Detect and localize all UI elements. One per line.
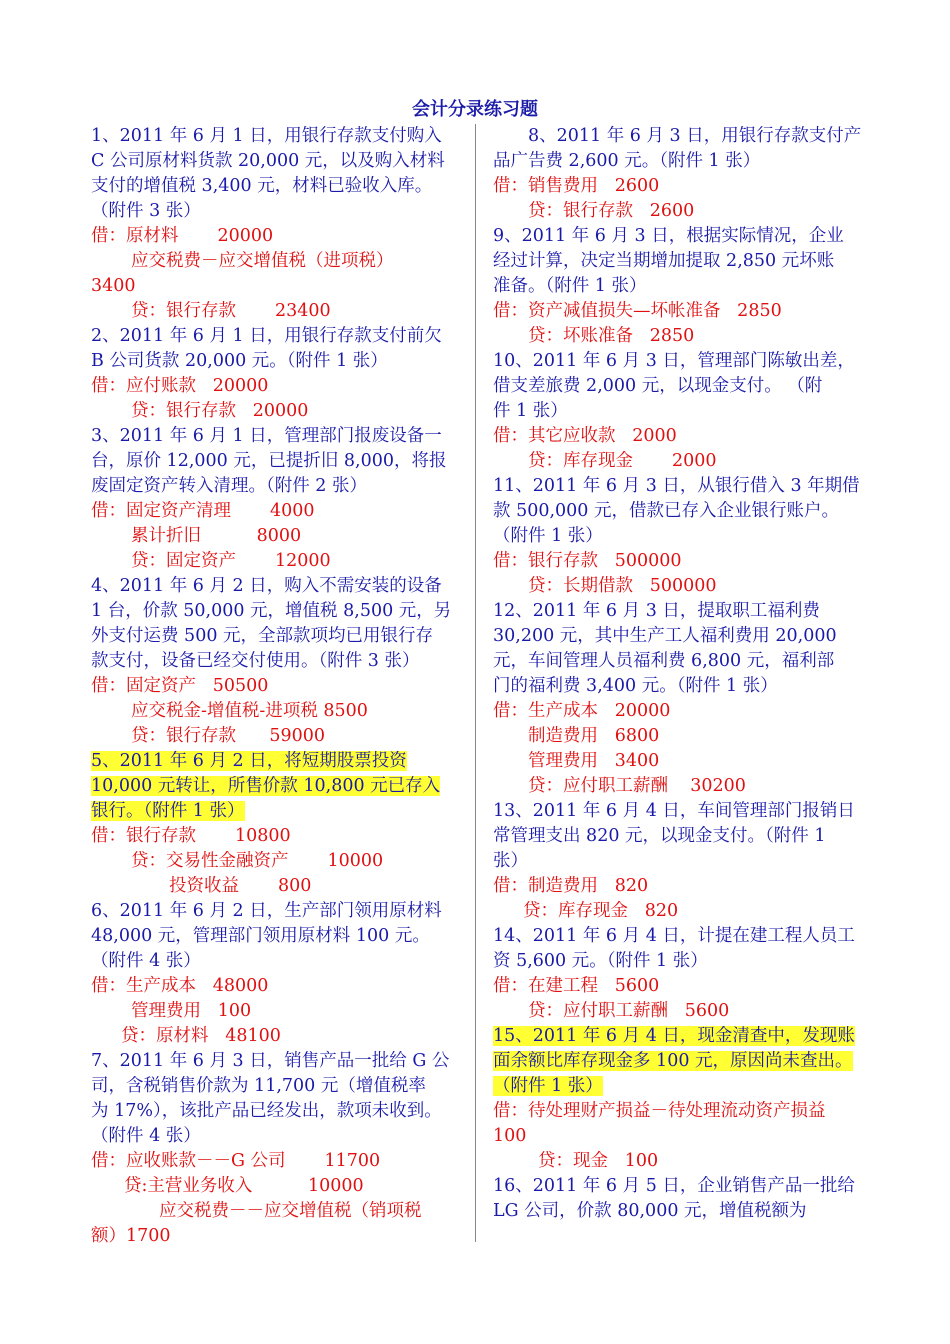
question-line bbox=[91, 449, 463, 474]
line-text: 48,000 元，管理部门领用原材料 100 元。 bbox=[91, 926, 430, 946]
line-text: 面余额比库存现金多 100 元，原因尚未查出。 bbox=[493, 1051, 853, 1071]
question-line bbox=[91, 749, 463, 774]
question-line bbox=[493, 224, 865, 249]
line-text: 贷：应付职工薪酬 30200 bbox=[528, 776, 746, 796]
line-text: 8、2011 年 6 月 3 日，用银行存款支付产 bbox=[528, 126, 862, 146]
line-text: 30,200 元，其中生产工人福利费用 20,000 bbox=[493, 626, 837, 646]
line-text: （附件 1 张） bbox=[493, 1076, 603, 1096]
question-line bbox=[493, 374, 865, 399]
entry-line bbox=[493, 749, 865, 774]
line-text: 借：银行存款 10800 bbox=[91, 826, 291, 846]
question-line bbox=[91, 1124, 463, 1149]
line-text: 借：原材料 20000 bbox=[91, 226, 274, 246]
question-line bbox=[91, 799, 463, 824]
entry-line bbox=[493, 449, 865, 474]
line-text: 应交税金-增值税-进项税 8500 bbox=[131, 701, 368, 721]
question-line bbox=[91, 424, 463, 449]
entry-line bbox=[91, 274, 463, 299]
entry-line bbox=[493, 1099, 865, 1124]
question-line bbox=[91, 199, 463, 224]
line-text: 贷：银行存款 20000 bbox=[131, 401, 309, 421]
entry-line bbox=[493, 1124, 865, 1149]
question-line bbox=[493, 849, 865, 874]
question-line bbox=[493, 399, 865, 424]
entry-line bbox=[91, 1174, 463, 1199]
question-line bbox=[91, 324, 463, 349]
line-text: 门的福利费 3,400 元。（附件 1 张） bbox=[493, 676, 778, 696]
line-text: 款 500,000 元，借款已存入企业银行账户。 bbox=[493, 501, 839, 521]
question-line bbox=[91, 124, 463, 149]
entry-line bbox=[91, 299, 463, 324]
line-text: 3、2011 年 6 月 1 日，管理部门报废设备一 bbox=[91, 426, 442, 446]
entry-line bbox=[493, 999, 865, 1024]
line-text: 张） bbox=[493, 851, 528, 871]
line-text: （附件 3 张） bbox=[91, 201, 201, 221]
question-line bbox=[493, 349, 865, 374]
line-text: 常管理支出 820 元，以现金支付。（附件 1 bbox=[493, 826, 826, 846]
entry-line bbox=[493, 199, 865, 224]
line-text: 贷：原材料 48100 bbox=[121, 1026, 281, 1046]
line-text: （附件 4 张） bbox=[91, 1126, 201, 1146]
line-text: 管理费用 100 bbox=[131, 1001, 252, 1021]
line-text: 9、2011 年 6 月 3 日，根据实际情况，企业 bbox=[493, 226, 844, 246]
question-line bbox=[493, 949, 865, 974]
question-line bbox=[91, 1099, 463, 1124]
entry-line bbox=[493, 699, 865, 724]
line-text: 司，含税销售价款为 11,700 元（增值税率 bbox=[91, 1076, 426, 1096]
line-text: 贷：固定资产 12000 bbox=[131, 551, 331, 571]
entry-line bbox=[91, 874, 463, 899]
question-line bbox=[91, 924, 463, 949]
entry-line bbox=[91, 824, 463, 849]
line-text: 5、2011 年 6 月 2 日，将短期股票投资 bbox=[91, 751, 407, 771]
line-text: 15、2011 年 6 月 4 日，现金清查中，发现账 bbox=[493, 1026, 855, 1046]
question-line bbox=[493, 924, 865, 949]
line-text: 10,000 元转让，所售价款 10,800 元已存入 bbox=[91, 776, 441, 796]
entry-line bbox=[91, 249, 463, 274]
line-text: 准备。（附件 1 张） bbox=[493, 276, 647, 296]
line-text: 3400 bbox=[91, 276, 136, 296]
line-text: 借：在建工程 5600 bbox=[493, 976, 660, 996]
line-text: 14、2011 年 6 月 4 日，计提在建工程人员工 bbox=[493, 926, 855, 946]
entry-line bbox=[493, 899, 865, 924]
line-text: 外支付运费 500 元，全部款项均已用银行存 bbox=[91, 626, 434, 646]
line-text: 贷：现金 100 bbox=[538, 1151, 659, 1171]
entry-line bbox=[493, 174, 865, 199]
line-text: 贷：交易性金融资产 10000 bbox=[131, 851, 384, 871]
line-text: 借：应收账款－－G 公司 11700 bbox=[91, 1151, 381, 1171]
question-line bbox=[91, 174, 463, 199]
question-line bbox=[493, 1074, 865, 1099]
question-line bbox=[493, 599, 865, 624]
line-text: 额）1700 bbox=[91, 1226, 171, 1246]
line-text: 台，原价 12,000 元，已提折旧 8,000，将报 bbox=[91, 451, 447, 471]
line-text: 支付的增值税 3,400 元，材料已验收入库。 bbox=[91, 176, 433, 196]
line-text: 件 1 张） bbox=[493, 401, 568, 421]
question-line bbox=[493, 649, 865, 674]
question-line bbox=[493, 524, 865, 549]
entry-line bbox=[493, 724, 865, 749]
line-text: 借：银行存款 500000 bbox=[493, 551, 682, 571]
line-text: 银行。（附件 1 张） bbox=[91, 801, 245, 821]
question-line bbox=[91, 949, 463, 974]
line-text: 借：固定资产 50500 bbox=[91, 676, 269, 696]
column-divider bbox=[475, 124, 476, 1242]
question-line bbox=[493, 674, 865, 699]
question-line bbox=[91, 774, 463, 799]
line-text: LG 公司，价款 80,000 元，增值税额为 bbox=[493, 1201, 807, 1221]
line-text: B 公司货款 20,000 元。（附件 1 张） bbox=[91, 351, 388, 371]
line-text: 制造费用 6800 bbox=[528, 726, 660, 746]
line-text: 借：待处理财产损益－待处理流动资产损益 bbox=[493, 1101, 826, 1121]
line-text: 贷：应付职工薪酬 5600 bbox=[528, 1001, 730, 1021]
page-title: 会计分录练习题 bbox=[412, 99, 538, 120]
question-line bbox=[493, 624, 865, 649]
question-line bbox=[493, 1024, 865, 1049]
line-text: 贷：库存现金 2000 bbox=[528, 451, 717, 471]
line-text: （附件 1 张） bbox=[493, 526, 603, 546]
entry-line bbox=[91, 399, 463, 424]
line-text: 12、2011 年 6 月 3 日，提取职工福利费 bbox=[493, 601, 820, 621]
line-text: 2、2011 年 6 月 1 日，用银行存款支付前欠 bbox=[91, 326, 442, 346]
question-line bbox=[493, 149, 865, 174]
entry-line bbox=[91, 524, 463, 549]
question-line bbox=[493, 124, 865, 149]
line-text: 贷：坏账准备 2850 bbox=[528, 326, 695, 346]
line-text: 贷:主营业务收入 10000 bbox=[124, 1176, 364, 1196]
entry-line bbox=[493, 1149, 865, 1174]
line-text: 1 台，价款 50,000 元，增值税 8,500 元，另 bbox=[91, 601, 452, 621]
line-text: 为 17%），该批产品已经发出，款项未收到。 bbox=[91, 1101, 442, 1121]
entry-line bbox=[91, 1149, 463, 1174]
entry-line bbox=[91, 699, 463, 724]
question-line bbox=[493, 474, 865, 499]
line-text: 借支差旅费 2,000 元，以现金支付。 （附 bbox=[493, 376, 823, 396]
entry-line bbox=[91, 1024, 463, 1049]
line-text: 10、2011 年 6 月 3 日，管理部门陈敏出差， bbox=[493, 351, 855, 371]
left-column bbox=[91, 124, 463, 1249]
entry-line bbox=[91, 1224, 463, 1249]
line-text: 借：应付账款 20000 bbox=[91, 376, 269, 396]
entry-line bbox=[493, 874, 865, 899]
line-text: 贷：库存现金 820 bbox=[523, 901, 679, 921]
entry-line bbox=[493, 974, 865, 999]
line-text: 借：其它应收款 2000 bbox=[493, 426, 677, 446]
line-text: 1、2011 年 6 月 1 日，用银行存款支付购入 bbox=[91, 126, 442, 146]
line-text: 款支付，设备已经交付使用。（附件 3 张） bbox=[91, 651, 420, 671]
line-text: 品广告费 2,600 元。（附件 1 张） bbox=[493, 151, 761, 171]
entry-line bbox=[91, 849, 463, 874]
question-line bbox=[91, 624, 463, 649]
question-line bbox=[493, 1199, 865, 1224]
line-text: 应交税费－－应交增值税（销项税 bbox=[159, 1201, 422, 1221]
line-text: 贷：银行存款 23400 bbox=[131, 301, 331, 321]
question-line bbox=[91, 349, 463, 374]
line-text: C 公司原材料货款 20,000 元，以及购入材料 bbox=[91, 151, 445, 171]
line-text: 13、2011 年 6 月 4 日，车间管理部门报销日 bbox=[493, 801, 855, 821]
line-text: 借：资产减值损失—坏帐准备 2850 bbox=[493, 301, 782, 321]
entry-line bbox=[91, 374, 463, 399]
line-text: 应交税费－应交增值税（进项税） bbox=[131, 251, 394, 271]
entry-line bbox=[91, 674, 463, 699]
question-line bbox=[493, 1174, 865, 1199]
entry-line bbox=[493, 324, 865, 349]
question-line bbox=[91, 899, 463, 924]
entry-line bbox=[91, 999, 463, 1024]
question-line bbox=[493, 249, 865, 274]
line-text: 投资收益 800 bbox=[169, 876, 312, 896]
entry-line bbox=[493, 424, 865, 449]
line-text: 借：生产成本 48000 bbox=[91, 976, 269, 996]
question-line bbox=[493, 799, 865, 824]
line-text: 废固定资产转入清理。（附件 2 张） bbox=[91, 476, 368, 496]
question-line bbox=[91, 149, 463, 174]
question-line bbox=[493, 499, 865, 524]
entry-line bbox=[91, 549, 463, 574]
entry-line bbox=[493, 299, 865, 324]
line-text: 借：生产成本 20000 bbox=[493, 701, 671, 721]
right-column bbox=[493, 124, 865, 1224]
entry-line bbox=[91, 724, 463, 749]
line-text: 100 bbox=[493, 1126, 527, 1146]
question-line bbox=[91, 1049, 463, 1074]
question-line bbox=[91, 474, 463, 499]
line-text: 11、2011 年 6 月 3 日，从银行借入 3 年期借 bbox=[493, 476, 860, 496]
line-text: 管理费用 3400 bbox=[528, 751, 660, 771]
line-text: 16、2011 年 6 月 5 日，企业销售产品一批给 bbox=[493, 1176, 855, 1196]
question-line bbox=[493, 274, 865, 299]
question-line bbox=[91, 599, 463, 624]
entry-line bbox=[493, 549, 865, 574]
question-line bbox=[91, 574, 463, 599]
entry-line bbox=[493, 574, 865, 599]
line-text: 借：销售费用 2600 bbox=[493, 176, 660, 196]
entry-line bbox=[493, 774, 865, 799]
question-line bbox=[91, 1074, 463, 1099]
line-text: 元，车间管理人员福利费 6,800 元，福利部 bbox=[493, 651, 835, 671]
question-line bbox=[91, 649, 463, 674]
line-text: 4、2011 年 6 月 2 日，购入不需安装的设备 bbox=[91, 576, 442, 596]
line-text: 借：制造费用 820 bbox=[493, 876, 649, 896]
entry-line bbox=[91, 499, 463, 524]
line-text: 贷：长期借款 500000 bbox=[528, 576, 717, 596]
entry-line bbox=[91, 974, 463, 999]
entry-line bbox=[91, 1199, 463, 1224]
line-text: 6、2011 年 6 月 2 日，生产部门领用原材料 bbox=[91, 901, 442, 921]
line-text: 累计折旧 8000 bbox=[131, 526, 302, 546]
line-text: 贷：银行存款 59000 bbox=[131, 726, 326, 746]
line-text: 借：固定资产清理 4000 bbox=[91, 501, 315, 521]
line-text: 贷：银行存款 2600 bbox=[528, 201, 695, 221]
question-line bbox=[493, 824, 865, 849]
line-text: （附件 4 张） bbox=[91, 951, 201, 971]
line-text: 经过计算，决定当期增加提取 2,850 元坏账 bbox=[493, 251, 835, 271]
line-text: 7、2011 年 6 月 3 日，销售产品一批给 G 公 bbox=[91, 1051, 450, 1071]
entry-line bbox=[91, 224, 463, 249]
line-text: 资 5,600 元。（附件 1 张） bbox=[493, 951, 708, 971]
question-line bbox=[493, 1049, 865, 1074]
